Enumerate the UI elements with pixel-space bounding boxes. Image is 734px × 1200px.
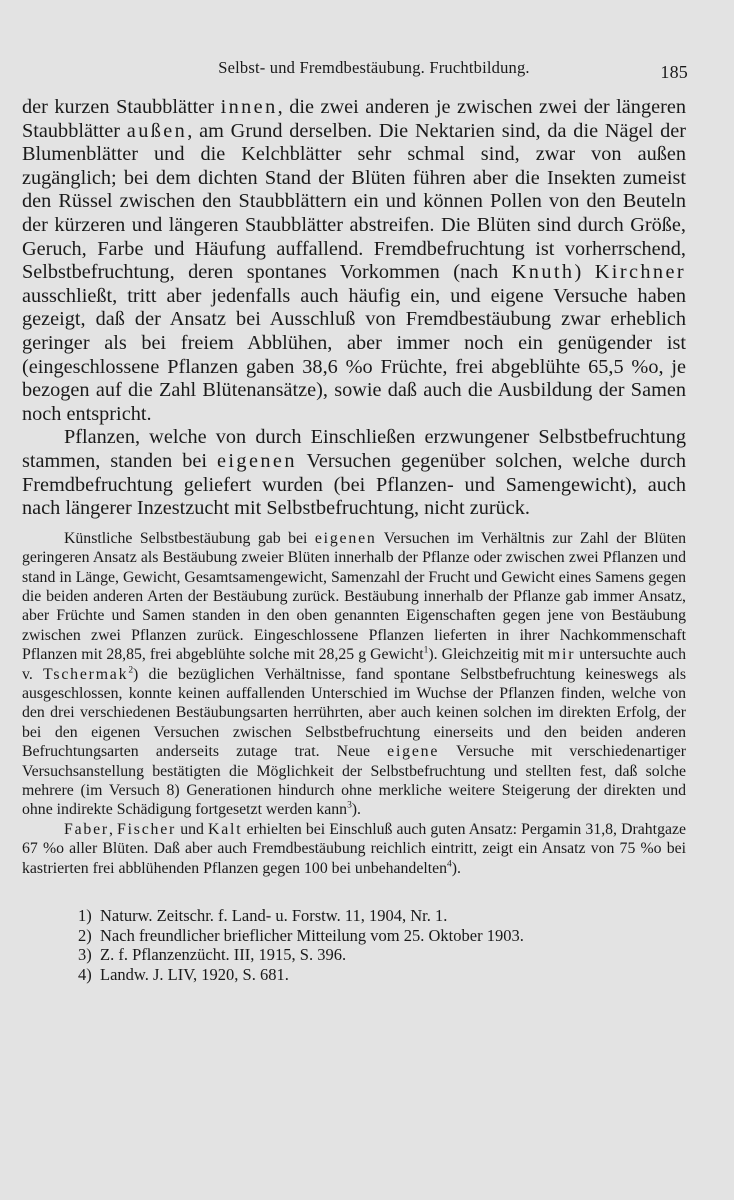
footnote: [78, 965, 686, 985]
paragraph-2: [22, 426, 686, 520]
spaced-term: eigenen: [217, 449, 297, 472]
footnote-text: Naturw. Zeitschr. f. Land- u. Forstw. 11, 1904, Nr. 1.: [100, 906, 448, 925]
text-run: , am Grund derselben. Die Nektarien sind, da die Nägel der Blumenblätter und die Kelchblätter sehr schmal sind, zwar von außen zugänglich; bei dem dichten Stand der Blüten führen aber die Insekten zumeist den Rüssel zwischen den Staubblättern ein und können Pollen von den Beuteln der kürzeren und längeren Staubblätter abstreifen. Die Blüten sind durch Größe, Geruch, Farbe und Häufung auffallend. Fremdbefruchtung ist vorherrschend, Selbstbefruchtung, deren spontanes Vorkommen (nach: [22, 119, 686, 284]
footnote-mark: 4): [78, 964, 92, 984]
spaced-term: innen: [220, 96, 278, 118]
spaced-term: außen: [126, 119, 188, 142]
footnote-mark: 3): [78, 945, 92, 964]
spaced-term: eigenen: [314, 529, 377, 547]
text-run: ,: [108, 820, 118, 838]
text-run: , die zwei anderen je zwischen zwei der längeren Staubblätter: [22, 96, 686, 142]
text-run: ). Gleichzeitig mit: [428, 646, 548, 664]
running-title: Selbst- und Fremdbestäubung. Fruchtbildung.: [218, 58, 530, 77]
footnotes: [22, 906, 686, 984]
footnote-text: Z. f. Pflanzenzücht. III, 1915, S. 396.: [100, 945, 347, 964]
small-print-section: [22, 529, 686, 878]
text-run: ausschließt, tritt aber jedenfalls auch häufig ein, und eigene Versuche haben gezeigt, daß der Ansatz bei Ausschluß von Fremdbestäubung zwar erheblich geringer als bei freiem Abblühen, aber immer noch ein genügender ist (eingeschlossene Pflanzen gaben 38,6 %o Früchte, frei abgeblühte 65,5 %o, je bezogen auf die Zahl Blütenansätze), sowie daß auch die Ausbildung der Samen noch entspricht.: [22, 284, 686, 425]
text-run: Versuche mit verschiedenartiger Versuchsanstellung bestätigten die Möglichkeit der Selbstbefruchtung und stellten fest, daß solche mehrere (im Versuch 8) Generationen hindurch ohne merkliche weitere Steigerung der direkten und ohne indirekte Schädigung fortgesetzt werden kann: [22, 743, 686, 819]
paragraph-1: [22, 96, 686, 426]
footnote: [78, 906, 686, 926]
small-paragraph-1: [22, 529, 686, 820]
author-name: Kalt: [208, 820, 243, 838]
text-run: der kurzen Staubblätter: [22, 96, 221, 118]
footnote-text: Nach freundlicher brieflicher Mitteilung vom 25. Oktober 1903.: [100, 925, 524, 945]
text-run: Künstliche Selbstbestäubung gab bei: [64, 529, 315, 547]
text-run: ): [574, 261, 595, 284]
page-number: 185: [660, 62, 688, 82]
author-name: Tschermak: [43, 665, 129, 683]
text-run: Pflanzen, welche von durch Einschließen erzwungener Selbstbefruchtung stammen, standen bei: [22, 426, 686, 472]
footnote: [78, 945, 686, 965]
footnote-mark: 1): [78, 906, 92, 925]
footnote-ref: 1: [423, 645, 429, 656]
text-run: und: [176, 820, 208, 838]
author-name: Knuth: [511, 261, 575, 284]
footnote: [78, 926, 686, 946]
text-run: Versuchen gegenüber solchen, welche durch Fremdbefruchtung geliefert wurden (bei Pflanzen- und Samengewicht), auch nach längerer Inzestzucht mit Selbstbefruchtung, nicht zurück.: [22, 449, 687, 520]
main-text: [22, 96, 686, 521]
running-head: [22, 58, 686, 80]
spaced-term: eigene: [387, 743, 440, 761]
text-run: ).: [451, 859, 461, 877]
text-run: erhielten bei Einschluß auch guten Ansatz: Pergamin 31,8, Drahtgaze 67 %o aller Blüten. Daß aber auch Fremdbestäubung reichlich eintritt, zeigt ein Ansatz von 75 %o bei kastrierten frei abblühenden Pflanzen gegen 100 bei unbehandelten: [22, 820, 686, 877]
text-run: ).: [351, 801, 362, 819]
footnote-ref: 2: [128, 665, 134, 676]
footnote-ref: 3: [347, 801, 352, 812]
footnote-mark: 2): [78, 925, 92, 945]
text-run: ) die bezüglichen Verhältnisse, fand spontane Selbstbefruchtung keineswegs als ausgeschlossen, konnte keinen auffallenden Unterschied im Wuchse der Pflanzen finden, welche von den drei verschiedenen Bestäubungsarten herrührten, aber auch keinen solchen im direkten Erfolg, der bei den eigenen Versuchen zwischen Selbstbefruchtung einerseits und den beiden anderen Befruchtungsarten anderseits zutage trat. Neue: [22, 665, 686, 761]
author-name: Faber: [64, 820, 109, 838]
small-paragraph-2: [22, 820, 686, 878]
footnote-ref: 4: [447, 859, 452, 870]
text-run: untersuchte auch v.: [22, 646, 686, 683]
footnote-text: Landw. J. LIV, 1920, S. 681.: [100, 964, 289, 984]
author-name: Fischer: [117, 820, 177, 838]
spaced-term: mir: [547, 646, 576, 664]
text-run: Versuchen im Verhältnis zur Zahl der Blüten geringeren Ansatz als Bestäubung zweier Blüten innerhalb der Pflanze oder zwischen zwei Pflanzen und stand in Länge, Gewicht, Gesamtsamengewicht, Samenzahl der Frucht und Gewicht eines Samens gegen die beiden anderen Arten der Bestäubung zurück. Bestäubung innerhalb der Pflanze gab immer Ansatz, aber Früchte und Samen standen in den oben genannten Eigenschaften gegen jene von Bestäubung zwischen zwei Pflanzen zurück. Eingeschlossene Pflanzen lieferten in ihrer Nachkommenschaft Pflanzen mit 28,85, frei abgeblühte solche mit 28,25 g Gewicht: [22, 529, 686, 664]
author-name: Kirchner: [594, 261, 687, 284]
